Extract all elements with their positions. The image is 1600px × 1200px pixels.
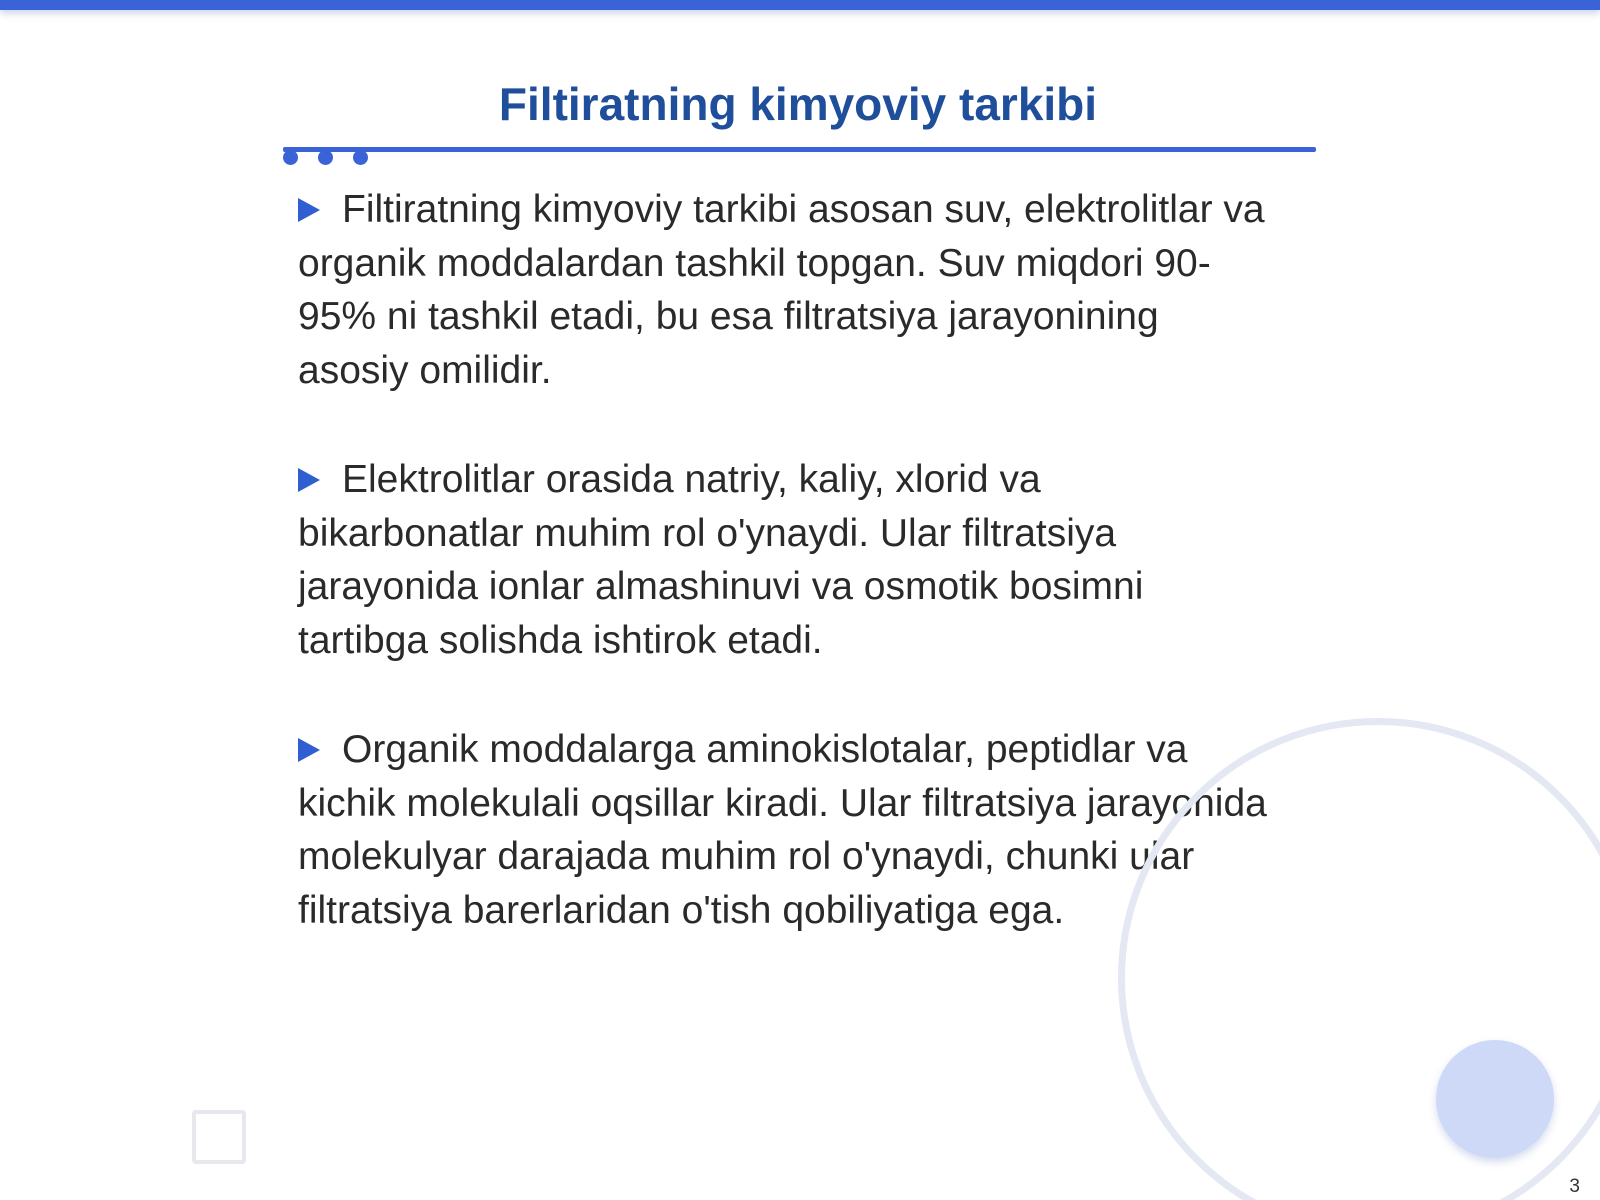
bullet-item [298, 453, 1268, 667]
play-triangle-icon [298, 738, 320, 762]
decorative-circle [1436, 1040, 1554, 1158]
bullet-text: Filtiratning kimyoviy tarkibi asosan suv, elektrolitlar va organik moddalardan tashkil topgan. Suv miqdori 90-95% ni tashkil etadi, bu esa filtratsiya jarayonining asosiy omilidir. [298, 188, 1265, 392]
decorative-dot [318, 150, 333, 165]
decorative-square [192, 1110, 246, 1164]
bullet-item [298, 723, 1268, 937]
play-triangle-icon [298, 468, 320, 492]
bullet-text: Organik moddalarga aminokislotalar, peptidlar va kichik molekulali oqsillar kiradi. Ular filtratsiya jarayonida molekulyar darajada muhim rol o'ynaydi, chunki ular filtratsiya barerlaridan o'tish qobiliyatiga ega. [298, 728, 1267, 932]
title-underline [283, 147, 1316, 152]
bullet-list [298, 183, 1268, 993]
decorative-dot [353, 150, 368, 165]
play-triangle-icon [298, 198, 320, 222]
decorative-dot [283, 150, 298, 165]
bullet-text: Elektrolitlar orasida natriy, kaliy, xlorid va bikarbonatlar muhim rol o'ynaydi. Ular filtratsiya jarayonida ionlar almashinuvi va osmotik bosimni tartibga solishda ishtirok etadi. [298, 458, 1144, 662]
top-accent-bar [0, 0, 1600, 10]
slide-title: Filtiratning kimyoviy tarkibi [498, 78, 1098, 130]
page-number: 3 [1569, 1176, 1580, 1197]
bullet-item [298, 183, 1268, 397]
